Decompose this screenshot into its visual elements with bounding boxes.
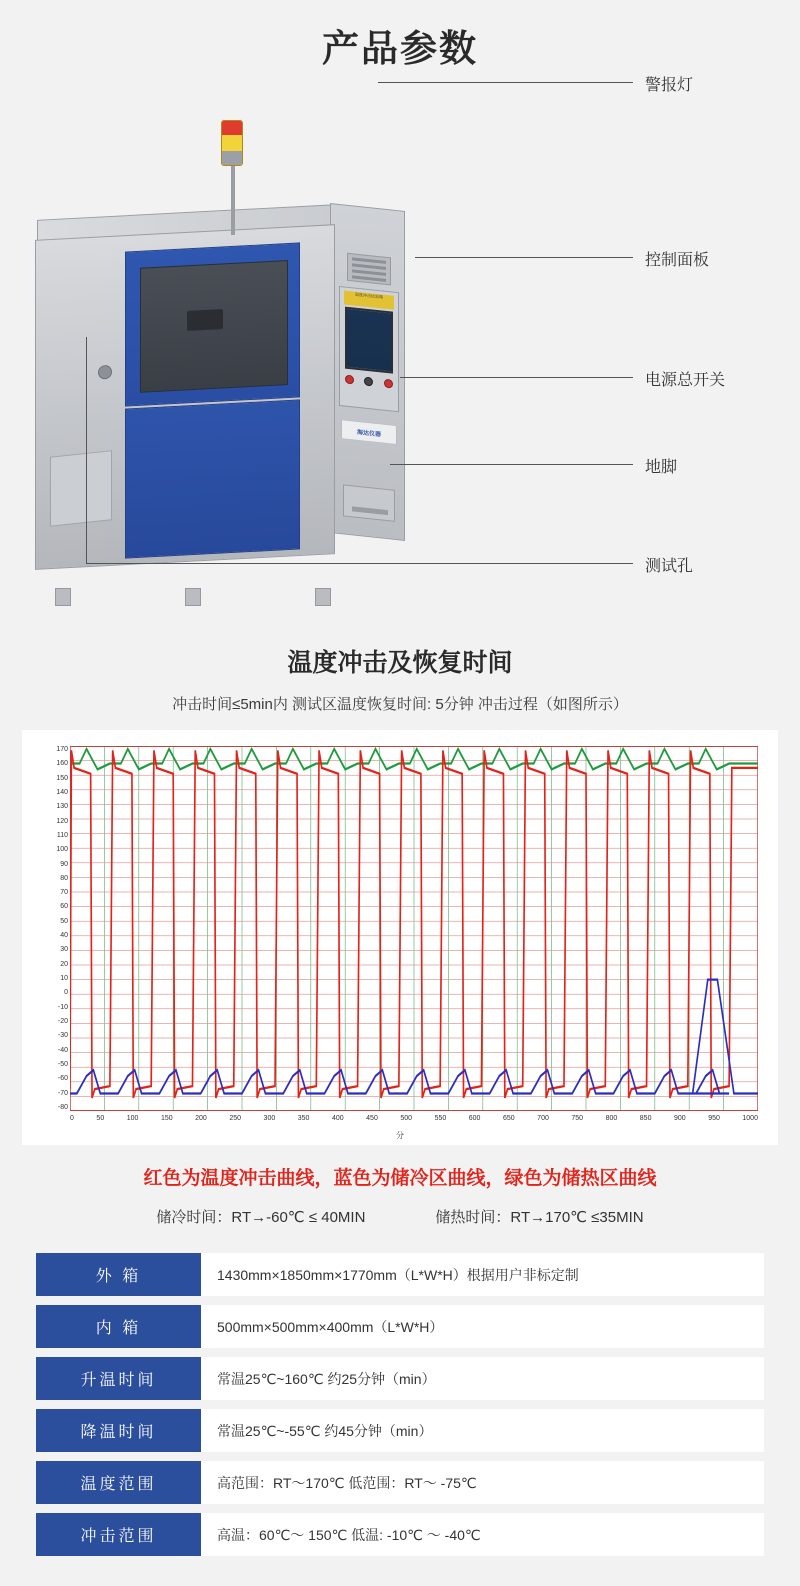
table-row	[36, 1305, 764, 1348]
x-tick-label: 800	[605, 1115, 618, 1122]
callout-line-alarm	[378, 82, 633, 83]
x-tick-label: 300	[263, 1115, 276, 1122]
x-tick-label: 650	[502, 1115, 515, 1122]
machine-lower-box	[50, 450, 112, 526]
y-tick-label: 160	[56, 760, 68, 768]
spec-key: 冲击范围	[36, 1513, 201, 1556]
y-tick-label: 110	[56, 831, 68, 839]
hmi-screen	[345, 307, 393, 374]
time-spec-row	[0, 1206, 800, 1227]
callout-line-switch	[400, 377, 633, 378]
table-row	[36, 1357, 764, 1400]
product-diagram-section	[0, 77, 800, 637]
control-column	[335, 244, 401, 551]
y-tick-label: 130	[56, 803, 68, 811]
test-hole	[98, 365, 112, 380]
callout-line-foot	[390, 464, 633, 465]
table-row	[36, 1513, 764, 1556]
machine-lower-door	[125, 399, 300, 558]
callout-label-panel: 控制面板	[645, 252, 710, 269]
y-tick-label: 60	[60, 903, 68, 911]
y-tick-label: -30	[57, 1032, 68, 1040]
callout-label-foot: 地脚	[645, 459, 678, 476]
y-tick-label: 90	[60, 860, 68, 868]
x-tick-label: 600	[468, 1115, 481, 1122]
y-tick-label: -50	[57, 1060, 68, 1068]
spec-value: 高范围：RT～170℃ 低范围：RT～ -75℃	[201, 1461, 764, 1504]
chart-y-axis	[28, 746, 68, 1111]
table-row	[36, 1253, 764, 1296]
y-tick-label: 0	[64, 989, 68, 997]
y-tick-label: 140	[56, 788, 68, 796]
chart-title: 温度冲击及恢复时间	[287, 648, 513, 677]
table-row	[36, 1461, 764, 1504]
x-tick-label: 0	[70, 1115, 74, 1122]
y-tick-label: 80	[60, 874, 68, 882]
brand-logo: 海达仪器	[341, 419, 397, 445]
table-row	[36, 1409, 764, 1452]
x-tick-label: 950	[708, 1115, 720, 1122]
spec-value: 常温25℃~-55℃ 约45分钟（min）	[201, 1409, 764, 1452]
machine-foot	[55, 588, 71, 606]
chart-svg	[70, 746, 758, 1111]
y-tick-label: 40	[60, 932, 68, 940]
x-tick-label: 450	[366, 1115, 378, 1122]
chart-x-axis	[70, 1115, 758, 1129]
y-tick-label: 120	[56, 817, 68, 825]
page-title: 产品参数	[322, 27, 478, 70]
main-power-switch	[343, 484, 395, 521]
x-tick-label: 700	[537, 1115, 549, 1122]
y-tick-label: 10	[60, 975, 68, 982]
x-tick-label: 350	[297, 1115, 310, 1122]
power-button-icon	[345, 375, 354, 385]
stop-button-icon	[364, 377, 373, 387]
chart-plot-area	[70, 746, 758, 1111]
x-tick-label: 900	[673, 1115, 686, 1122]
x-tick-label: 400	[331, 1115, 344, 1122]
x-tick-label: 500	[400, 1115, 413, 1122]
x-tick-label: 100	[126, 1115, 139, 1122]
spec-key: 外 箱	[36, 1253, 201, 1296]
machine-foot	[315, 588, 331, 606]
chart-legend: 红色为温度冲击曲线，蓝色为储冷区曲线，绿色为储热区曲线	[143, 1168, 657, 1189]
x-tick-label: 200	[195, 1115, 207, 1122]
x-tick-label: 750	[571, 1115, 584, 1122]
y-tick-label: -70	[57, 1089, 68, 1097]
spec-key: 内 箱	[36, 1305, 201, 1348]
control-panel	[339, 286, 399, 412]
chart-subtitle: 冲击时间≤5min内 测试区温度恢复时间: 5分钟 冲击过程（如图所示）	[172, 696, 628, 713]
x-tick-label: 1000	[742, 1115, 758, 1122]
callout-line-panel	[415, 257, 633, 258]
spec-key: 升温时间	[36, 1357, 201, 1400]
spec-key: 温度范围	[36, 1461, 201, 1504]
spec-key: 降温时间	[36, 1409, 201, 1452]
spec-table	[36, 1253, 764, 1556]
y-tick-label: -80	[57, 1103, 68, 1111]
y-tick-label: 150	[56, 774, 68, 782]
callout-vline-testhole	[86, 337, 87, 563]
machine-illustration	[25, 192, 425, 592]
x-tick-label: 50	[96, 1115, 105, 1122]
alarm-lamp-pole	[231, 160, 235, 235]
spec-value: 高温：60℃～ 150℃ 低温: -10℃ ～ -40℃	[201, 1513, 764, 1556]
y-tick-label: 100	[56, 846, 68, 854]
callout-label-switch: 电源总开关	[645, 372, 726, 389]
alarm-lamp-icon	[221, 120, 243, 166]
start-button-icon	[384, 379, 393, 389]
y-tick-label: -10	[57, 1003, 68, 1011]
y-tick-label: 30	[60, 946, 68, 954]
callout-label-testhole: 测试孔	[645, 558, 694, 575]
spec-value: 500mm×500mm×400mm（L*W*H）	[201, 1305, 764, 1348]
door-handle	[187, 309, 223, 331]
vent-grille-icon	[347, 253, 391, 286]
y-tick-label: 20	[60, 960, 68, 968]
machine-foot	[185, 588, 201, 606]
x-tick-label: 250	[229, 1115, 242, 1122]
chart-section	[0, 643, 800, 1227]
cold-storage-time: 储冷时间：RT→-60℃ ≤ 40MIN	[156, 1209, 366, 1226]
x-tick-label: 550	[434, 1115, 447, 1122]
y-tick-label: 170	[56, 746, 68, 753]
control-button-row	[340, 374, 398, 389]
chart-x-axis-title: 分	[396, 1131, 404, 1140]
y-tick-label: -60	[57, 1075, 68, 1083]
x-tick-label: 850	[639, 1115, 652, 1122]
control-panel-label: 温度冲击试验箱	[344, 290, 394, 309]
temperature-chart	[22, 730, 778, 1145]
hot-storage-time: 储热时间：RT→170℃ ≤35MIN	[435, 1209, 644, 1226]
x-tick-label: 150	[160, 1115, 173, 1122]
callout-line-testhole	[86, 563, 633, 564]
y-tick-label: 50	[60, 917, 68, 925]
callout-label-alarm: 警报灯	[645, 77, 694, 94]
y-tick-label: -40	[57, 1046, 68, 1054]
spec-value: 1430mm×1850mm×1770mm（L*W*H）根据用户非标定制	[201, 1253, 764, 1296]
y-tick-label: 70	[60, 889, 68, 897]
y-tick-label: -20	[57, 1017, 68, 1025]
spec-value: 常温25℃~160℃ 约25分钟（min）	[201, 1357, 764, 1400]
